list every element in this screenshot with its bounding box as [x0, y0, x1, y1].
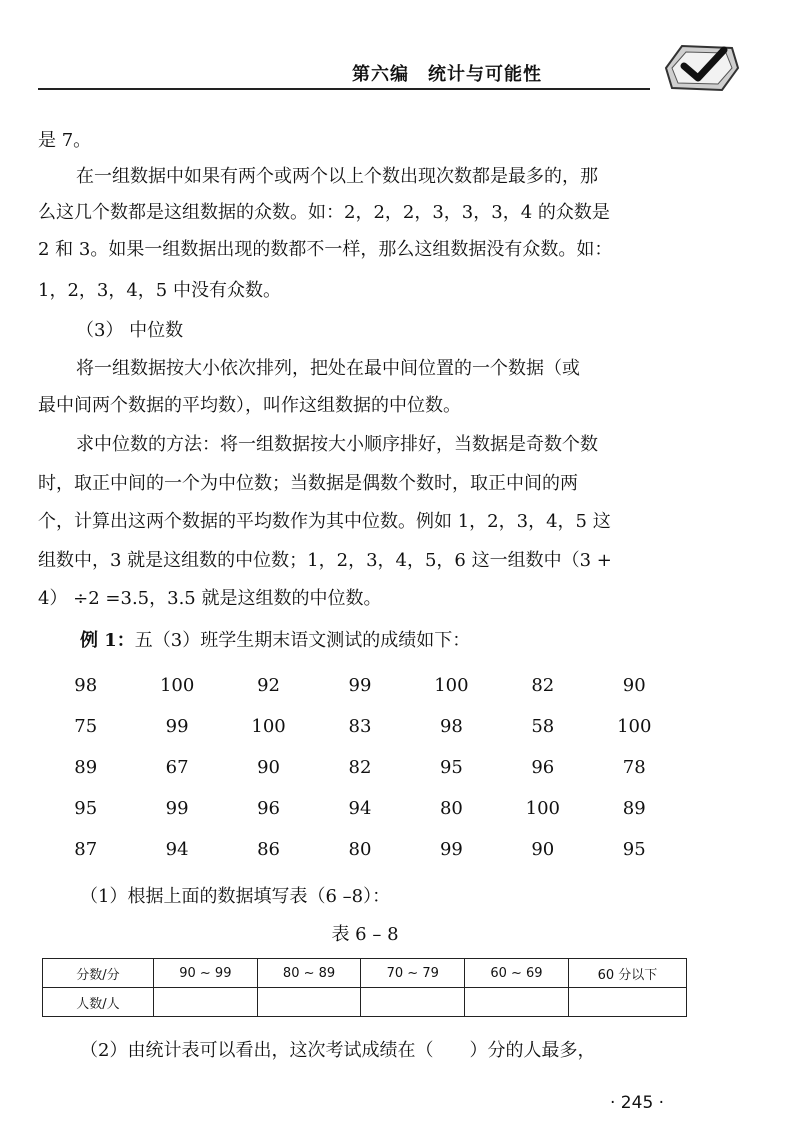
text-line-10: 时，取正中间的一个为中位数；当数据是偶数个数时，取正中间的两	[38, 473, 578, 494]
score-value: 90	[531, 839, 555, 860]
text-line-2: 在一组数据中如果有两个或两个以上个数出现次数都是最多的，那	[76, 166, 598, 187]
text-line-13: 4） ÷2 =3.5，3.5 就是这组数的中位数。	[38, 588, 382, 609]
score-value: 90	[257, 757, 280, 778]
header-cell-label: 分数/分	[43, 959, 154, 988]
score-value: 100	[434, 675, 469, 696]
chapter-title: 第六编 统计与可能性	[352, 64, 542, 85]
score-row	[40, 747, 680, 788]
score-value: 67	[165, 757, 189, 778]
count-cell[interactable]	[154, 988, 258, 1017]
example-1	[80, 624, 720, 657]
score-grid	[40, 665, 680, 870]
score-value: 96	[257, 798, 280, 819]
count-cell[interactable]	[568, 988, 686, 1017]
question-1: （1）根据上面的数据填写表（6 –8）：	[80, 886, 391, 907]
score-row	[40, 706, 680, 747]
score-value: 86	[257, 839, 280, 860]
score-value: 99	[165, 716, 189, 737]
header-cell-90-99: 90 ~ 99	[154, 959, 258, 988]
score-value: 98	[439, 716, 463, 737]
score-value: 100	[159, 675, 195, 696]
text-line-4: 2 和 3。如果一组数据出现的数都不一样，那么这组数据没有众数。如：	[38, 239, 613, 260]
score-value: 99	[439, 839, 463, 860]
score-value: 89	[622, 798, 646, 819]
section-heading-median: （3） 中位数	[76, 320, 184, 341]
score-value: 95	[74, 798, 98, 819]
example-label: 例 1：	[80, 630, 135, 651]
text-line-5: 1，2，3，4，5 中没有众数。	[38, 280, 281, 301]
score-value: 96	[531, 757, 555, 778]
text-line-1: 是 7。	[38, 130, 92, 151]
header-cell-80-89: 80 ~ 89	[257, 959, 361, 988]
table-caption: 表 6 – 8	[331, 924, 399, 945]
score-value: 94	[348, 798, 372, 819]
score-value: 95	[439, 757, 463, 778]
score-value: 80	[348, 839, 372, 860]
score-value: 89	[74, 757, 98, 778]
score-value: 92	[257, 675, 280, 696]
row-label-count: 人数/人	[43, 988, 154, 1017]
count-cell[interactable]	[361, 988, 465, 1017]
score-value: 99	[165, 798, 189, 819]
score-value: 58	[531, 716, 555, 737]
score-value: 99	[348, 675, 372, 696]
text-line-7: 将一组数据按大小依次排列，把处在最中间位置的一个数据（或	[76, 358, 580, 379]
score-value: 100	[251, 716, 286, 737]
header-cell-60-69: 60 ~ 69	[465, 959, 569, 988]
score-value: 82	[531, 675, 555, 696]
question-2: （2）由统计表可以看出，这次考试成绩在（ ）分的人最多，	[80, 1040, 596, 1061]
count-cell[interactable]	[465, 988, 569, 1017]
score-value: 87	[74, 839, 98, 860]
score-value: 82	[348, 757, 372, 778]
text-line-3: 么这几个数都是这组数据的众数。如：2，2，2，3，3，3，4 的众数是	[38, 202, 610, 223]
score-row	[40, 665, 680, 706]
score-value: 90	[622, 675, 646, 696]
score-value: 94	[165, 839, 189, 860]
header-rule	[38, 88, 650, 90]
score-value: 100	[525, 798, 560, 819]
score-value: 78	[622, 757, 646, 778]
score-row	[40, 829, 680, 870]
header-cell-below-60: 60 分以下	[568, 959, 686, 988]
count-cell[interactable]	[257, 988, 361, 1017]
score-value: 98	[74, 675, 98, 696]
score-value: 100	[617, 716, 652, 737]
score-value: 95	[622, 839, 646, 860]
score-value: 83	[348, 716, 372, 737]
table-header-row	[43, 959, 687, 988]
text-line-8: 最中间两个数据的平均数），叫作这组数据的中位数。	[38, 395, 461, 416]
page-number: · 245 ·	[610, 1093, 665, 1113]
table-count-row	[43, 988, 687, 1017]
book-checkmark-icon	[662, 38, 740, 96]
text-line-12: 组数中，3 就是这组数的中位数；1，2，3，4，5，6 这一组数中（3 +	[38, 550, 612, 571]
text-line-11: 个，计算出这两个数据的平均数作为其中位数。例如 1，2，3，4，5 这	[38, 511, 611, 532]
frequency-table	[42, 958, 687, 1017]
score-value: 80	[439, 798, 463, 819]
score-row	[40, 788, 680, 829]
example-text: 五（3）班学生期末语文测试的成绩如下：	[134, 630, 471, 651]
text-line-9: 求中位数的方法：将一组数据按大小顺序排好，当数据是奇数个数	[76, 434, 598, 455]
header-cell-70-79: 70 ~ 79	[361, 959, 465, 988]
page-header	[0, 0, 800, 110]
score-value: 75	[74, 716, 98, 737]
